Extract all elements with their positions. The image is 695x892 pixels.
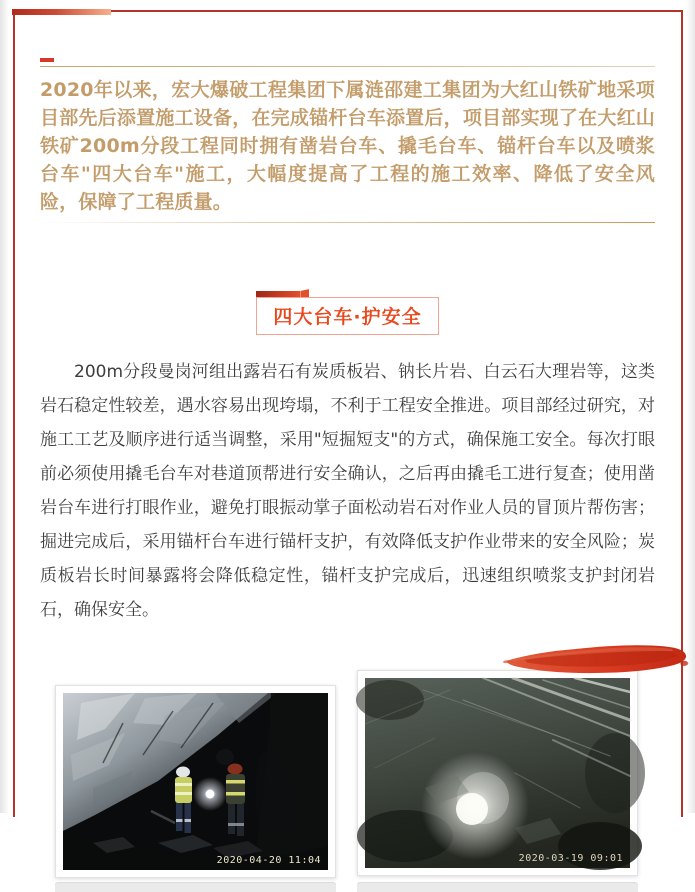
shadow-head: [216, 749, 234, 765]
photo-timestamp: 2020-04-20 11:04: [216, 855, 321, 866]
intro-rule-bottom: [40, 222, 655, 223]
intro-paragraph: 2020年以来，宏大爆破工程集团下属涟邵建工集团为大红山铁矿地采项目部先后添置施工设备，在完成锚杆台车添置后，项目部实现了在大红山铁矿200m分段工程同时拥有凿岩台车、撬毛台车、锚杆台车以及喷浆台车"四大台车"施工，大幅度提高了工程的施工效率、降低了安全风险，保障了工程质量。: [40, 79, 655, 213]
photo-timestamp: 2020-03-19 09:01: [518, 853, 623, 864]
section-badge: [256, 297, 438, 335]
next-photos-partial-row: [55, 882, 655, 892]
badge-ribbon-tab: [256, 291, 300, 297]
page-edge-shade-left: [0, 0, 9, 813]
photos-row: [55, 685, 655, 878]
page-edge-shade-right: [686, 0, 695, 813]
section-badge-label: 四大台车·护安全: [273, 306, 422, 328]
section-badge-row: [40, 297, 655, 335]
article-content: [40, 0, 655, 892]
next-photo-hint: [357, 882, 638, 892]
intro-rule-top: [40, 66, 655, 67]
next-photo-hint: [55, 882, 336, 892]
photo-rock-face[interactable]: [357, 670, 638, 876]
photo-tunnel-workers[interactable]: [55, 685, 336, 878]
worker-right: [226, 764, 245, 837]
brush-decoration-row: [40, 627, 655, 683]
top-accent-gradient-bar: [12, 9, 111, 15]
body-paragraph: 200m分段曼岗河组出露岩石有炭质板岩、钠长片岩、白云石大理岩等，这类岩石稳定性较差，遇水容易出现垮塌，不利于工程安全推进。项目部经过研究，对施工工艺及顺序进行适当调整，采用"短掘短支"的方式，确保施工安全。每次打眼前必须使用撬毛台车对巷道顶帮进行安全确认，之后再由撬毛工进行复查；使用凿岩台车进行打眼作业，避免打眼振动掌子面松动岩石对作业人员的冒顶片帮伤害；掘进完成后，采用锚杆台车进行锚杆支护，有效降低支护作业带来的安全风险；炭质板岩长时间暴露将会降低稳定性，锚杆支护完成后，迅速组织喷浆支护封闭岩石，确保安全。: [40, 362, 655, 620]
intro-accent-dash: [40, 58, 54, 62]
